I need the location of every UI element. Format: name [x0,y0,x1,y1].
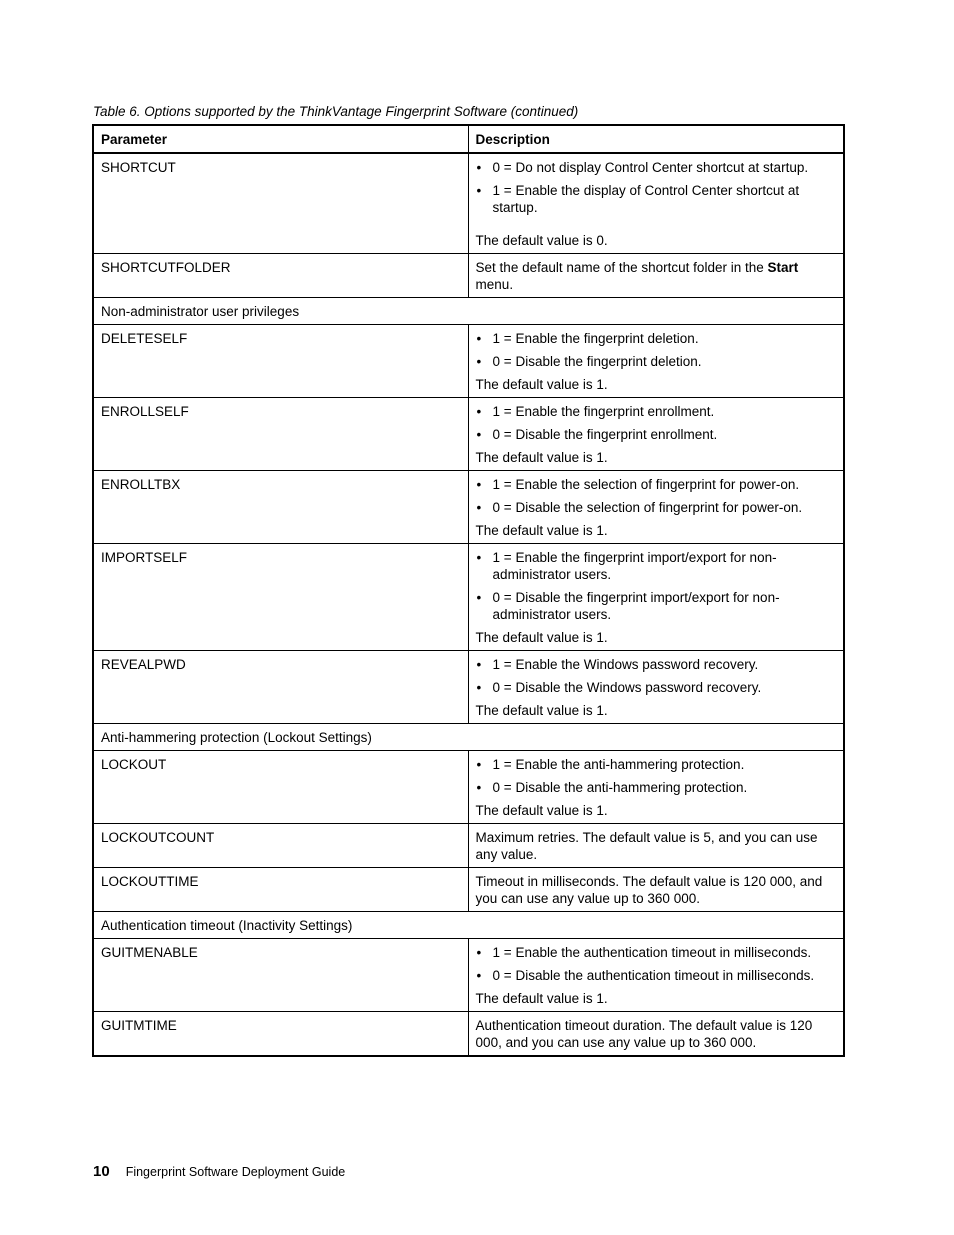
header-parameter: Parameter [93,125,468,153]
list-item: • 1 = Enable the fingerprint enrollment. [476,403,836,420]
list-item: • 0 = Disable the fingerprint deletion. [476,353,836,370]
default-value-text: The default value is 1. [475,450,608,465]
list-item: • 0 = Disable the Windows password recovery. [476,679,836,696]
description-text-part: Set the default name of the shortcut folder in the [475,260,768,275]
section-row [93,298,844,325]
parameter-cell: LOCKOUT [93,751,468,824]
parameter-cell: REVEALPWD [93,651,468,724]
list-item: • 0 = Disable the anti-hammering protection. [476,779,836,796]
list-item: • 1 = Enable the display of Control Center shortcut at startup. [476,182,836,216]
description-cell [468,868,844,912]
description-cell [468,325,844,398]
default-value-text: The default value is 1. [475,630,608,645]
table-row [93,471,844,544]
description-text-part: menu. [475,277,514,292]
table-row [93,254,844,298]
table-row [93,1012,844,1057]
parameter-cell: DELETESELF [93,325,468,398]
list-item: • 1 = Enable the selection of fingerprint for power-on. [476,476,836,493]
section-label: Authentication timeout (Inactivity Settings) [93,912,844,939]
table-header-row [93,125,844,153]
description-cell [468,1012,844,1057]
description-cell [468,824,844,868]
description-cell [468,939,844,1012]
list-item: • 0 = Disable the selection of fingerprint for power-on. [476,499,836,516]
parameter-cell: SHORTCUT [93,153,468,254]
menu-name-bold: Start [767,260,799,275]
table-row [93,325,844,398]
section-label: Anti-hammering protection (Lockout Settings) [93,724,844,751]
description-cell [468,398,844,471]
description-text: Maximum retries. The default value is 5, and you can use any value. [475,830,818,862]
option-list [476,656,836,696]
list-item: • 0 = Do not display Control Center shortcut at startup. [476,159,836,176]
description-text: Authentication timeout duration. The default value is 120 000, and you can use any value up to 360 000. [475,1018,813,1050]
option-list [476,476,836,516]
header-description: Description [468,125,844,153]
list-item: • 1 = Enable the fingerprint import/export for non-administrator users. [476,549,836,583]
option-list [476,756,836,796]
parameter-cell: IMPORTSELF [93,544,468,651]
table-row [93,651,844,724]
description-cell [468,254,844,298]
option-list [476,944,836,984]
list-item: • 1 = Enable the Windows password recovery. [476,656,836,673]
parameter-cell: LOCKOUTCOUNT [93,824,468,868]
default-value-text: The default value is 0. [475,233,608,248]
section-row [93,912,844,939]
description-cell [468,153,844,254]
description-cell [468,471,844,544]
list-item: • 1 = Enable the authentication timeout in milliseconds. [476,944,836,961]
description-cell [468,651,844,724]
table-row [93,824,844,868]
option-list [476,403,836,443]
section-label: Non-administrator user privileges [93,298,844,325]
default-value-text: The default value is 1. [475,377,608,392]
default-value-text: The default value is 1. [475,523,608,538]
list-item: • 0 = Disable the fingerprint enrollment. [476,426,836,443]
option-list [476,159,836,216]
default-value-text: The default value is 1. [475,803,608,818]
table-row [93,868,844,912]
page-number: 10 [93,1163,110,1180]
table-caption: Table 6. Options supported by the ThinkVantage Fingerprint Software (continued) [93,104,579,119]
parameter-cell: GUITMENABLE [93,939,468,1012]
description-text: Timeout in milliseconds. The default value is 120 000, and you can use any value up to 360 000. [475,874,823,906]
footer-title: Fingerprint Software Deployment Guide [125,1165,346,1179]
list-item: • 1 = Enable the fingerprint deletion. [476,330,836,347]
parameter-cell: GUITMTIME [93,1012,468,1057]
table-row [93,751,844,824]
list-item: • 0 = Disable the fingerprint import/export for non-administrator users. [476,589,836,623]
option-list [476,330,836,370]
parameter-cell: LOCKOUTTIME [93,868,468,912]
list-item: • 1 = Enable the anti-hammering protection. [476,756,836,773]
options-table [92,124,845,1057]
parameter-cell: SHORTCUTFOLDER [93,254,468,298]
table-row [93,939,844,1012]
option-list [476,549,836,623]
table-row [93,544,844,651]
list-item: • 0 = Disable the authentication timeout in milliseconds. [476,967,836,984]
default-value-text: The default value is 1. [475,703,608,718]
default-value-text: The default value is 1. [475,991,608,1006]
description-cell [468,751,844,824]
parameter-cell: ENROLLSELF [93,398,468,471]
section-row [93,724,844,751]
parameter-cell: ENROLLTBX [93,471,468,544]
description-text [476,259,836,293]
description-cell [468,544,844,651]
table-row [93,153,844,254]
page-footer [93,1163,345,1180]
table-row [93,398,844,471]
